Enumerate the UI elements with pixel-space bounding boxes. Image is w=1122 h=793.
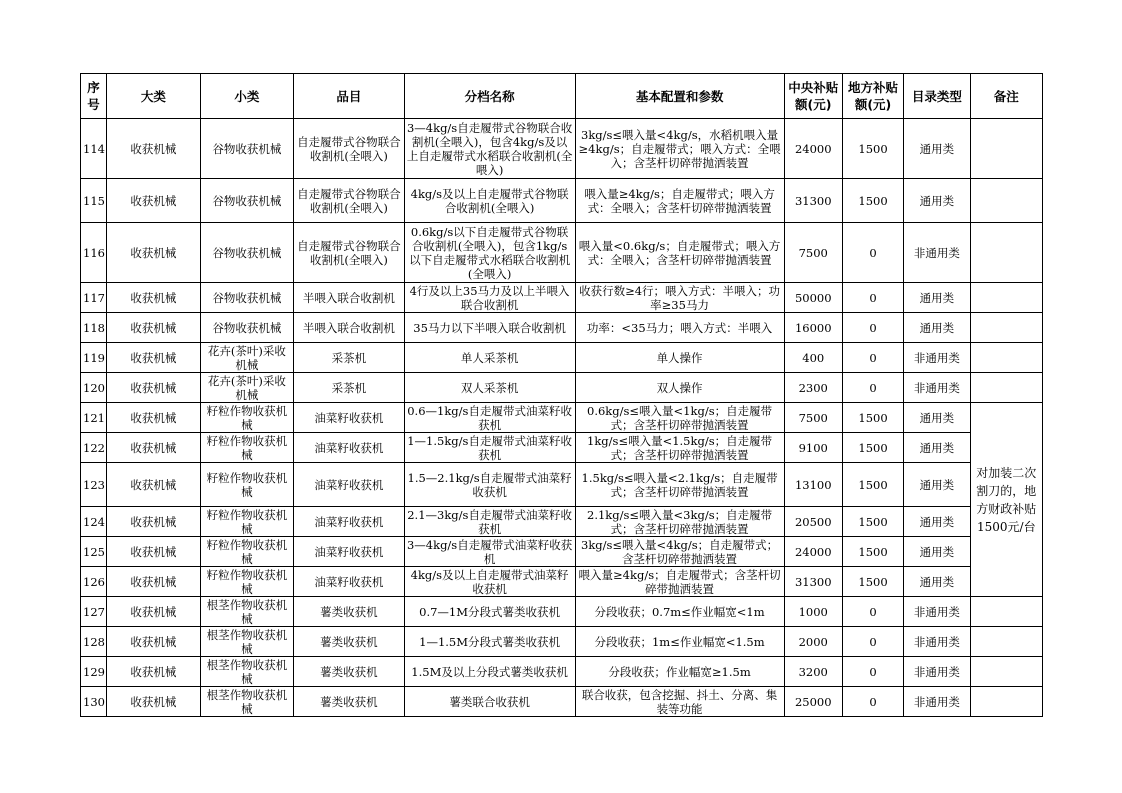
local-subsidy-cell: 0	[842, 597, 903, 627]
item-cell: 油菜籽收获机	[294, 507, 405, 537]
row-number: 116	[81, 223, 107, 283]
grade-name-cell: 薯类联合收获机	[404, 687, 575, 717]
grade-name-cell: 1—1.5kg/s自走履带式油菜籽收获机	[404, 433, 575, 463]
local-subsidy-cell: 0	[842, 223, 903, 283]
central-subsidy-cell: 50000	[784, 283, 842, 313]
grade-name-cell: 双人采茶机	[404, 373, 575, 403]
header-central-subsidy: 中央补贴额(元)	[784, 74, 842, 119]
category-cell: 收获机械	[107, 597, 200, 627]
category-cell: 收获机械	[107, 119, 200, 179]
header-item: 品目	[294, 74, 405, 119]
header-local-subsidy: 地方补贴额(元)	[842, 74, 903, 119]
central-subsidy-cell: 25000	[784, 687, 842, 717]
header-no: 序号	[81, 74, 107, 119]
item-cell: 采茶机	[294, 373, 405, 403]
remarks-cell	[970, 373, 1042, 403]
header-config: 基本配置和参数	[575, 74, 784, 119]
remarks-cell	[970, 597, 1042, 627]
row-number: 127	[81, 597, 107, 627]
table-row	[81, 657, 1043, 687]
subcategory-cell: 籽粒作物收获机械	[200, 537, 293, 567]
local-subsidy-cell: 0	[842, 343, 903, 373]
header-remarks: 备注	[970, 74, 1042, 119]
category-cell: 收获机械	[107, 627, 200, 657]
remarks-cell	[970, 657, 1042, 687]
catalog-type-cell: 通用类	[904, 313, 970, 343]
grade-name-cell: 1.5M及以上分段式薯类收获机	[404, 657, 575, 687]
category-cell: 收获机械	[107, 373, 200, 403]
config-cell: 1kg/s≤喂入量<1.5kg/s；自走履带式；含茎杆切碎带抛洒装置	[575, 433, 784, 463]
local-subsidy-cell: 1500	[842, 567, 903, 597]
central-subsidy-cell: 400	[784, 343, 842, 373]
item-cell: 油菜籽收获机	[294, 403, 405, 433]
config-cell: 分段收获；0.7m≤作业幅宽<1m	[575, 597, 784, 627]
header-row	[81, 74, 1043, 119]
remarks-cell	[970, 119, 1042, 179]
local-subsidy-cell: 0	[842, 627, 903, 657]
catalog-type-cell: 非通用类	[904, 657, 970, 687]
category-cell: 收获机械	[107, 657, 200, 687]
category-cell: 收获机械	[107, 283, 200, 313]
remarks-cell	[970, 627, 1042, 657]
local-subsidy-cell: 1500	[842, 507, 903, 537]
subcategory-cell: 谷物收获机械	[200, 283, 293, 313]
config-cell: 单人操作	[575, 343, 784, 373]
local-subsidy-cell: 1500	[842, 403, 903, 433]
central-subsidy-cell: 31300	[784, 567, 842, 597]
row-number: 122	[81, 433, 107, 463]
table-row	[81, 179, 1043, 223]
row-number: 114	[81, 119, 107, 179]
item-cell: 半喂入联合收割机	[294, 313, 405, 343]
item-cell: 薯类收获机	[294, 597, 405, 627]
config-cell: 收获行数≥4行；喂入方式：半喂入；功率≥35马力	[575, 283, 784, 313]
subcategory-cell: 谷物收获机械	[200, 119, 293, 179]
row-number: 118	[81, 313, 107, 343]
config-cell: 3kg/s≤喂入量<4kg/s，水稻机喂入量≥4kg/s；自走履带式；喂入方式：全喂入；含茎杆切碎带抛洒装置	[575, 119, 784, 179]
category-cell: 收获机械	[107, 179, 200, 223]
config-cell: 0.6kg/s≤喂入量<1kg/s；自走履带式；含茎杆切碎带抛洒装置	[575, 403, 784, 433]
central-subsidy-cell: 31300	[784, 179, 842, 223]
grade-name-cell: 2.1—3kg/s自走履带式油菜籽收获机	[404, 507, 575, 537]
config-cell: 喂入量<0.6kg/s；自走履带式；喂入方式：全喂入；含茎杆切碎带抛洒装置	[575, 223, 784, 283]
category-cell: 收获机械	[107, 433, 200, 463]
subcategory-cell: 谷物收获机械	[200, 313, 293, 343]
subcategory-cell: 根茎作物收获机械	[200, 687, 293, 717]
subcategory-cell: 籽粒作物收获机械	[200, 433, 293, 463]
remarks-cell	[970, 343, 1042, 373]
item-cell: 薯类收获机	[294, 687, 405, 717]
central-subsidy-cell: 16000	[784, 313, 842, 343]
catalog-type-cell: 非通用类	[904, 627, 970, 657]
config-cell: 喂入量≥4kg/s；自走履带式；含茎杆切碎带抛洒装置	[575, 567, 784, 597]
local-subsidy-cell: 1500	[842, 463, 903, 507]
central-subsidy-cell: 7500	[784, 403, 842, 433]
table-row	[81, 537, 1043, 567]
local-subsidy-cell: 0	[842, 657, 903, 687]
catalog-type-cell: 通用类	[904, 463, 970, 507]
table-row	[81, 343, 1043, 373]
table-row	[81, 403, 1043, 433]
table-row	[81, 597, 1043, 627]
remarks-cell	[970, 687, 1042, 717]
subcategory-cell: 根茎作物收获机械	[200, 657, 293, 687]
catalog-type-cell: 非通用类	[904, 597, 970, 627]
table-row	[81, 687, 1043, 717]
catalog-type-cell: 通用类	[904, 283, 970, 313]
config-cell: 分段收获；作业幅宽≥1.5m	[575, 657, 784, 687]
remarks-cell	[970, 283, 1042, 313]
grade-name-cell: 3—4kg/s自走履带式油菜籽收获机	[404, 537, 575, 567]
header-category: 大类	[107, 74, 200, 119]
header-catalog-type: 目录类型	[904, 74, 970, 119]
table-row	[81, 373, 1043, 403]
local-subsidy-cell: 0	[842, 687, 903, 717]
item-cell: 自走履带式谷物联合收割机(全喂入)	[294, 179, 405, 223]
category-cell: 收获机械	[107, 313, 200, 343]
grade-name-cell: 4kg/s及以上自走履带式谷物联合收割机(全喂入)	[404, 179, 575, 223]
table-row	[81, 463, 1043, 507]
central-subsidy-cell: 3200	[784, 657, 842, 687]
grade-name-cell: 1—1.5M分段式薯类收获机	[404, 627, 575, 657]
grade-name-cell: 0.7—1M分段式薯类收获机	[404, 597, 575, 627]
config-cell: 联合收获，包含挖掘、抖土、分离、集装等功能	[575, 687, 784, 717]
config-cell: 双人操作	[575, 373, 784, 403]
grade-name-cell: 4行及以上35马力及以上半喂入联合收割机	[404, 283, 575, 313]
local-subsidy-cell: 0	[842, 373, 903, 403]
config-cell: 2.1kg/s≤喂入量<3kg/s；自走履带式；含茎杆切碎带抛洒装置	[575, 507, 784, 537]
subcategory-cell: 根茎作物收获机械	[200, 597, 293, 627]
table-row	[81, 433, 1043, 463]
local-subsidy-cell: 1500	[842, 433, 903, 463]
grade-name-cell: 1.5—2.1kg/s自走履带式油菜籽收获机	[404, 463, 575, 507]
central-subsidy-cell: 24000	[784, 537, 842, 567]
header-subcategory: 小类	[200, 74, 293, 119]
central-subsidy-cell: 1000	[784, 597, 842, 627]
subcategory-cell: 根茎作物收获机械	[200, 627, 293, 657]
table-row	[81, 627, 1043, 657]
catalog-type-cell: 非通用类	[904, 223, 970, 283]
table-row	[81, 567, 1043, 597]
grade-name-cell: 35马力以下半喂入联合收割机	[404, 313, 575, 343]
subcategory-cell: 谷物收获机械	[200, 223, 293, 283]
item-cell: 半喂入联合收割机	[294, 283, 405, 313]
central-subsidy-cell: 2000	[784, 627, 842, 657]
row-number: 130	[81, 687, 107, 717]
local-subsidy-cell: 0	[842, 313, 903, 343]
item-cell: 采茶机	[294, 343, 405, 373]
catalog-type-cell: 通用类	[904, 179, 970, 223]
catalog-type-cell: 非通用类	[904, 343, 970, 373]
item-cell: 油菜籽收获机	[294, 537, 405, 567]
remarks-cell	[970, 223, 1042, 283]
table-row	[81, 313, 1043, 343]
subsidy-table	[80, 73, 1043, 717]
config-cell: 分段收获；1m≤作业幅宽<1.5m	[575, 627, 784, 657]
table-row	[81, 507, 1043, 537]
remarks-note: 对加装二次割刀的，地方财政补贴1500元/台	[970, 403, 1042, 597]
row-number: 125	[81, 537, 107, 567]
local-subsidy-cell: 0	[842, 283, 903, 313]
catalog-type-cell: 通用类	[904, 433, 970, 463]
catalog-type-cell: 非通用类	[904, 687, 970, 717]
row-number: 126	[81, 567, 107, 597]
table-row	[81, 223, 1043, 283]
config-cell: 1.5kg/s≤喂入量<2.1kg/s；自走履带式；含茎杆切碎带抛洒装置	[575, 463, 784, 507]
central-subsidy-cell: 7500	[784, 223, 842, 283]
grade-name-cell: 单人采茶机	[404, 343, 575, 373]
category-cell: 收获机械	[107, 567, 200, 597]
catalog-type-cell: 通用类	[904, 567, 970, 597]
catalog-type-cell: 通用类	[904, 507, 970, 537]
central-subsidy-cell: 9100	[784, 433, 842, 463]
row-number: 123	[81, 463, 107, 507]
grade-name-cell: 3—4kg/s自走履带式谷物联合收割机(全喂入)，包含4kg/s及以上自走履带式水稻联合收割机(全喂入)	[404, 119, 575, 179]
subcategory-cell: 籽粒作物收获机械	[200, 463, 293, 507]
config-cell: 功率：<35马力；喂入方式：半喂入	[575, 313, 784, 343]
config-cell: 3kg/s≤喂入量<4kg/s；自走履带式；含茎杆切碎带抛洒装置	[575, 537, 784, 567]
config-cell: 喂入量≥4kg/s；自走履带式；喂入方式：全喂入；含茎杆切碎带抛洒装置	[575, 179, 784, 223]
remarks-cell	[970, 179, 1042, 223]
subcategory-cell: 籽粒作物收获机械	[200, 403, 293, 433]
local-subsidy-cell: 1500	[842, 179, 903, 223]
local-subsidy-cell: 1500	[842, 537, 903, 567]
category-cell: 收获机械	[107, 687, 200, 717]
central-subsidy-cell: 13100	[784, 463, 842, 507]
catalog-type-cell: 通用类	[904, 403, 970, 433]
category-cell: 收获机械	[107, 463, 200, 507]
category-cell: 收获机械	[107, 537, 200, 567]
item-cell: 薯类收获机	[294, 657, 405, 687]
central-subsidy-cell: 24000	[784, 119, 842, 179]
row-number: 117	[81, 283, 107, 313]
subcategory-cell: 花卉(茶叶)采收机械	[200, 343, 293, 373]
row-number: 120	[81, 373, 107, 403]
category-cell: 收获机械	[107, 223, 200, 283]
category-cell: 收获机械	[107, 507, 200, 537]
row-number: 128	[81, 627, 107, 657]
grade-name-cell: 4kg/s及以上自走履带式油菜籽收获机	[404, 567, 575, 597]
row-number: 115	[81, 179, 107, 223]
central-subsidy-cell: 2300	[784, 373, 842, 403]
catalog-type-cell: 非通用类	[904, 373, 970, 403]
table-row	[81, 283, 1043, 313]
row-number: 119	[81, 343, 107, 373]
central-subsidy-cell: 20500	[784, 507, 842, 537]
item-cell: 自走履带式谷物联合收割机(全喂入)	[294, 119, 405, 179]
grade-name-cell: 0.6kg/s以下自走履带式谷物联合收割机(全喂入)，包含1kg/s以下自走履带式水稻联合收割机(全喂入)	[404, 223, 575, 283]
item-cell: 自走履带式谷物联合收割机(全喂入)	[294, 223, 405, 283]
category-cell: 收获机械	[107, 403, 200, 433]
header-grade-name: 分档名称	[404, 74, 575, 119]
remarks-cell	[970, 313, 1042, 343]
local-subsidy-cell: 1500	[842, 119, 903, 179]
category-cell: 收获机械	[107, 343, 200, 373]
grade-name-cell: 0.6—1kg/s自走履带式油菜籽收获机	[404, 403, 575, 433]
subcategory-cell: 花卉(茶叶)采收机械	[200, 373, 293, 403]
table-row	[81, 119, 1043, 179]
item-cell: 油菜籽收获机	[294, 433, 405, 463]
subcategory-cell: 籽粒作物收获机械	[200, 567, 293, 597]
row-number: 124	[81, 507, 107, 537]
row-number: 129	[81, 657, 107, 687]
subcategory-cell: 籽粒作物收获机械	[200, 507, 293, 537]
item-cell: 油菜籽收获机	[294, 463, 405, 507]
item-cell: 油菜籽收获机	[294, 567, 405, 597]
row-number: 121	[81, 403, 107, 433]
subcategory-cell: 谷物收获机械	[200, 179, 293, 223]
item-cell: 薯类收获机	[294, 627, 405, 657]
catalog-type-cell: 通用类	[904, 537, 970, 567]
catalog-type-cell: 通用类	[904, 119, 970, 179]
